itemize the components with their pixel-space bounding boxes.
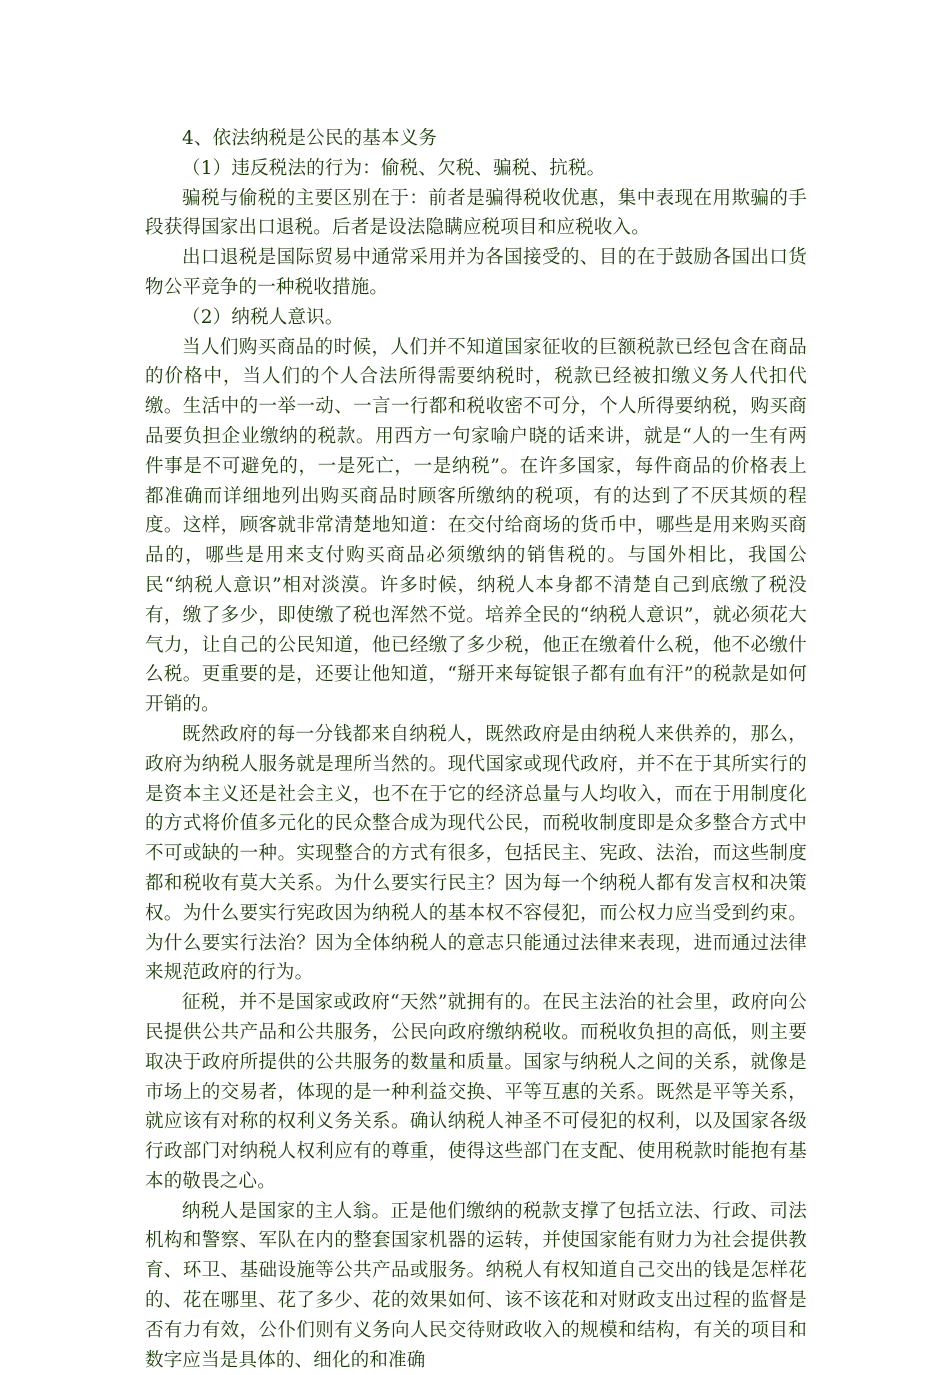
document-body (145, 124, 807, 1375)
body-paragraph: 既然政府的每一分钱都来自纳税人，既然政府是由纳税人来供养的，那么，政府为纳税人服务就是理所当然的。现代国家或现代政府，并不在于其所实行的是资本主义还是社会主义，也不在于它的经济总量与人均收入，而在于用制度化的方式将价值多元化的民众整合成为现代公民，而税收制度即是众多整合方式中不可或缺的一种。实现整合的方式有很多，包括民主、宪政、法治，而这些制度都和税收有莫大关系。为什么要实行民主？因为每一个纳税人都有发言权和决策权。为什么要实行宪政因为纳税人的基本权不容侵犯，而公权力应当受到约束。为什么要实行法治？因为全体纳税人的意志只能通过法律来表现，进而通过法律来规范政府的行为。 (145, 723, 807, 984)
body-paragraph: 当人们购买商品的时候，人们并不知道国家征收的巨额税款已经包含在商品的价格中，当人们的个人合法所得需要纳税时，税款已经被扣缴义务人代扣代缴。生活中的一举一动、一言一行都和税收密不可分，个人所得要纳税，购买商品要负担企业缴纳的税款。用西方一句家喻户晓的话来讲，就是“人的一生有两件事是不可避免的，一是死亡，一是纳税”。在许多国家，每件商品的价格表上都准确而详细地列出购买商品时顾客所缴纳的税项，有的达到了不厌其烦的程度。这样，顾客就非常清楚地知道：在交付给商场的货币中，哪些是用来购买商品的，哪些是用来支付购买商品必须缴纳的销售税的。与国外相比，我国公民“纳税人意识”相对淡漠。许多时候，纳税人本身都不清楚自己到底缴了税没有，缴了多少，即使缴了税也浑然不觉。培养全民的“纳税人意识”，就必须花大气力，让自己的公民知道，他已经缴了多少税，他正在缴着什么税，他不必缴什么税。更重要的是，还要让他知道，“掰开来每锭银子都有血有汗”的税款是如何开销的。 (145, 336, 807, 716)
body-paragraph: 纳税人是国家的主人翁。正是他们缴纳的税款支撑了包括立法、行政、司法机构和警察、军队在内的整套国家机器的运转，并使国家能有财力为社会提供教育、环卫、基础设施等公共产品或服务。纳税人有权知道自己交出的钱是怎样花的、花在哪里、花了多少、花的效果如何、该不该花和对财政支出过程的监督是否有力有效，公仆们则有义务向人民交待财政收入的规模和结构，有关的项目和数字应当是具体的、细化的和准确 (145, 1200, 807, 1371)
section-heading: 4、依法纳税是公民的基本义务 (182, 128, 438, 149)
body-paragraph: 征税，并不是国家或政府“天然”就拥有的。在民主法治的社会里，政府向公民提供公共产品和公共服务，公民向政府缴纳税收。而税收负担的高低，则主要取决于政府所提供的公共服务的数量和质量。国家与纳税人之间的关系，就像是市场上的交易者，体现的是一种利益交换、平等互惠的关系。既然是平等关系，就应该有对称的权利义务关系。确认纳税人神圣不可侵犯的权利，以及国家各级行政部门对纳税人权利应有的尊重，使得这些部门在支配、使用税款时能抱有基本的敬畏之心。 (145, 992, 807, 1192)
body-paragraph: 出口退税是国际贸易中通常采用并为各国接受的、目的在于鼓励各国出口货物公平竞争的一种税收措施。 (145, 247, 807, 298)
subsection-heading: （1）违反税法的行为：偷税、欠税、骗税、抗税。 (182, 157, 606, 179)
subsection-heading: （2）纳税人意识。 (182, 306, 344, 328)
body-paragraph: 骗税与偷税的主要区别在于：前者是骗得税收优惠，集中表现在用欺骗的手段获得国家出口退税。后者是设法隐瞒应税项目和应税收入。 (145, 187, 807, 239)
